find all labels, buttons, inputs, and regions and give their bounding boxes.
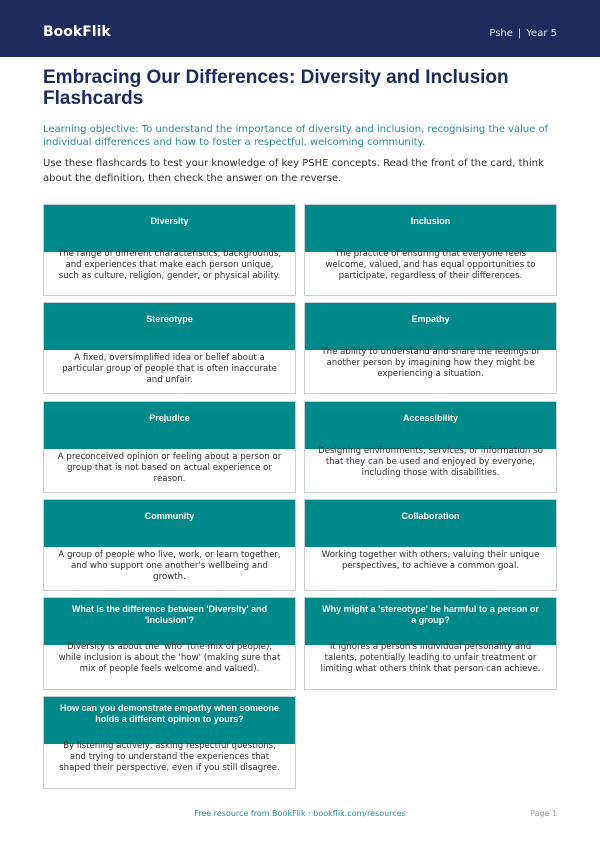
flashcard-front xyxy=(44,303,295,350)
subject-label: Pshe xyxy=(489,28,513,39)
page-number: Page 1 xyxy=(530,809,557,818)
flashcard[interactable] xyxy=(43,597,296,690)
learning-objective: Learning objective: To understand the importance of diversity and inclusion, recognising the value of individual differences and how to foster a respectful, welcoming community. xyxy=(43,124,549,148)
flashcard-front-text: How can you demonstrate empathy when someone holds a different opinion to yours? xyxy=(59,703,280,724)
flashcard-back-text: By listening actively, asking respectful questions, and trying to understand the experiences that shaped their perspective, even if you still disagree. xyxy=(59,741,280,773)
separator: | xyxy=(517,28,522,39)
flashcard-front-text: Inclusion xyxy=(410,216,451,226)
flashcard-front-text: What is the difference between 'Diversity' and 'Inclusion'? xyxy=(71,604,268,625)
flashcard-back-text: The range of different characteristics, backgrounds, and experiences that make each person unique, such as culture, religion, gender, or physical ability. xyxy=(57,249,282,281)
flashcard-back-text: The ability to understand and share the feelings of another person by imagining how they might be experiencing a situation. xyxy=(321,347,540,379)
flashcard-back-text: Diversity is about the 'who' (the mix of people), while inclusion is about the 'how' (making sure that mix of people feels welcome and valued). xyxy=(58,642,281,674)
page-title: Embracing Our Differences: Diversity and Inclusion Flashcards xyxy=(43,67,509,109)
flashcard[interactable] xyxy=(304,499,557,591)
flashcard-front xyxy=(44,697,295,744)
flashcard[interactable] xyxy=(43,302,296,394)
flashcard-front-text: Collaboration xyxy=(401,511,460,521)
flashcard-front xyxy=(44,205,295,252)
flashcard-front-text: Community xyxy=(144,511,195,521)
year-label: Year 5 xyxy=(526,28,557,39)
flashcard-front-text: Accessibility xyxy=(402,413,459,423)
flashcard[interactable] xyxy=(43,499,296,591)
flashcard[interactable] xyxy=(43,204,296,296)
flashcard[interactable] xyxy=(304,204,557,296)
flashcard-front-text: Stereotype xyxy=(146,314,193,324)
flashcard-front xyxy=(305,598,556,645)
flashcard-front xyxy=(305,205,556,252)
flashcard-front xyxy=(44,500,295,547)
flashcard-back-text: Designing environments, services, or information so that they can be used and enjoyed by everyone, including those with disabilities. xyxy=(318,446,543,478)
flashcard-front xyxy=(305,500,556,547)
flashcard[interactable] xyxy=(43,401,296,493)
flashcard-front xyxy=(44,598,295,645)
flashcard-back-text: A fixed, oversimplified idea or belief about a particular group of people that is often inaccurate and unfair. xyxy=(62,353,277,385)
flashcard-back-text: A preconceived opinion or feeling about a person or group that is not based on actual experience or reason. xyxy=(57,452,282,484)
flashcard-front xyxy=(305,402,556,449)
flashcard-front-text: Empathy xyxy=(411,314,450,324)
brand-logo-text[interactable]: BookFlik xyxy=(43,24,111,40)
footer-link[interactable]: Free resource from BookFlik · bookflik.com/resources xyxy=(194,809,406,818)
flashcard-front-text: Why might a 'stereotype' be harmful to a person or a group? xyxy=(322,604,539,625)
flashcard-back-text: Working together with others, valuing their unique perspectives, to achieve a common goal. xyxy=(321,550,540,571)
flashcard-front xyxy=(305,303,556,350)
flashcard-back-text: It ignores a person's individual personality and talents, potentially leading to unfair treatment or limiting what others think that person can achieve. xyxy=(320,642,541,674)
flashcard-front xyxy=(44,402,295,449)
flashcard-front-text: Diversity xyxy=(150,216,189,226)
flashcard[interactable] xyxy=(304,597,557,690)
flashcard[interactable] xyxy=(304,401,557,493)
top-banner xyxy=(0,0,600,57)
flashcard-back-text: The practice of ensuring that everyone feels welcome, valued, and has equal opportunities to participate, regardless of their differences. xyxy=(325,249,536,281)
flashcard[interactable] xyxy=(43,696,296,789)
flashcard-front-text: Prejudice xyxy=(149,413,190,423)
subject-year-label xyxy=(489,28,557,39)
flashcard[interactable] xyxy=(304,302,557,394)
flashcard-back-text: A group of people who live, work, or learn together, and who support one another's wellbeing and growth. xyxy=(58,550,281,582)
intro-text: Use these flashcards to test your knowledge of key PSHE concepts. Read the front of the card, think about the definition, then check the answer on the reverse. xyxy=(43,158,544,184)
